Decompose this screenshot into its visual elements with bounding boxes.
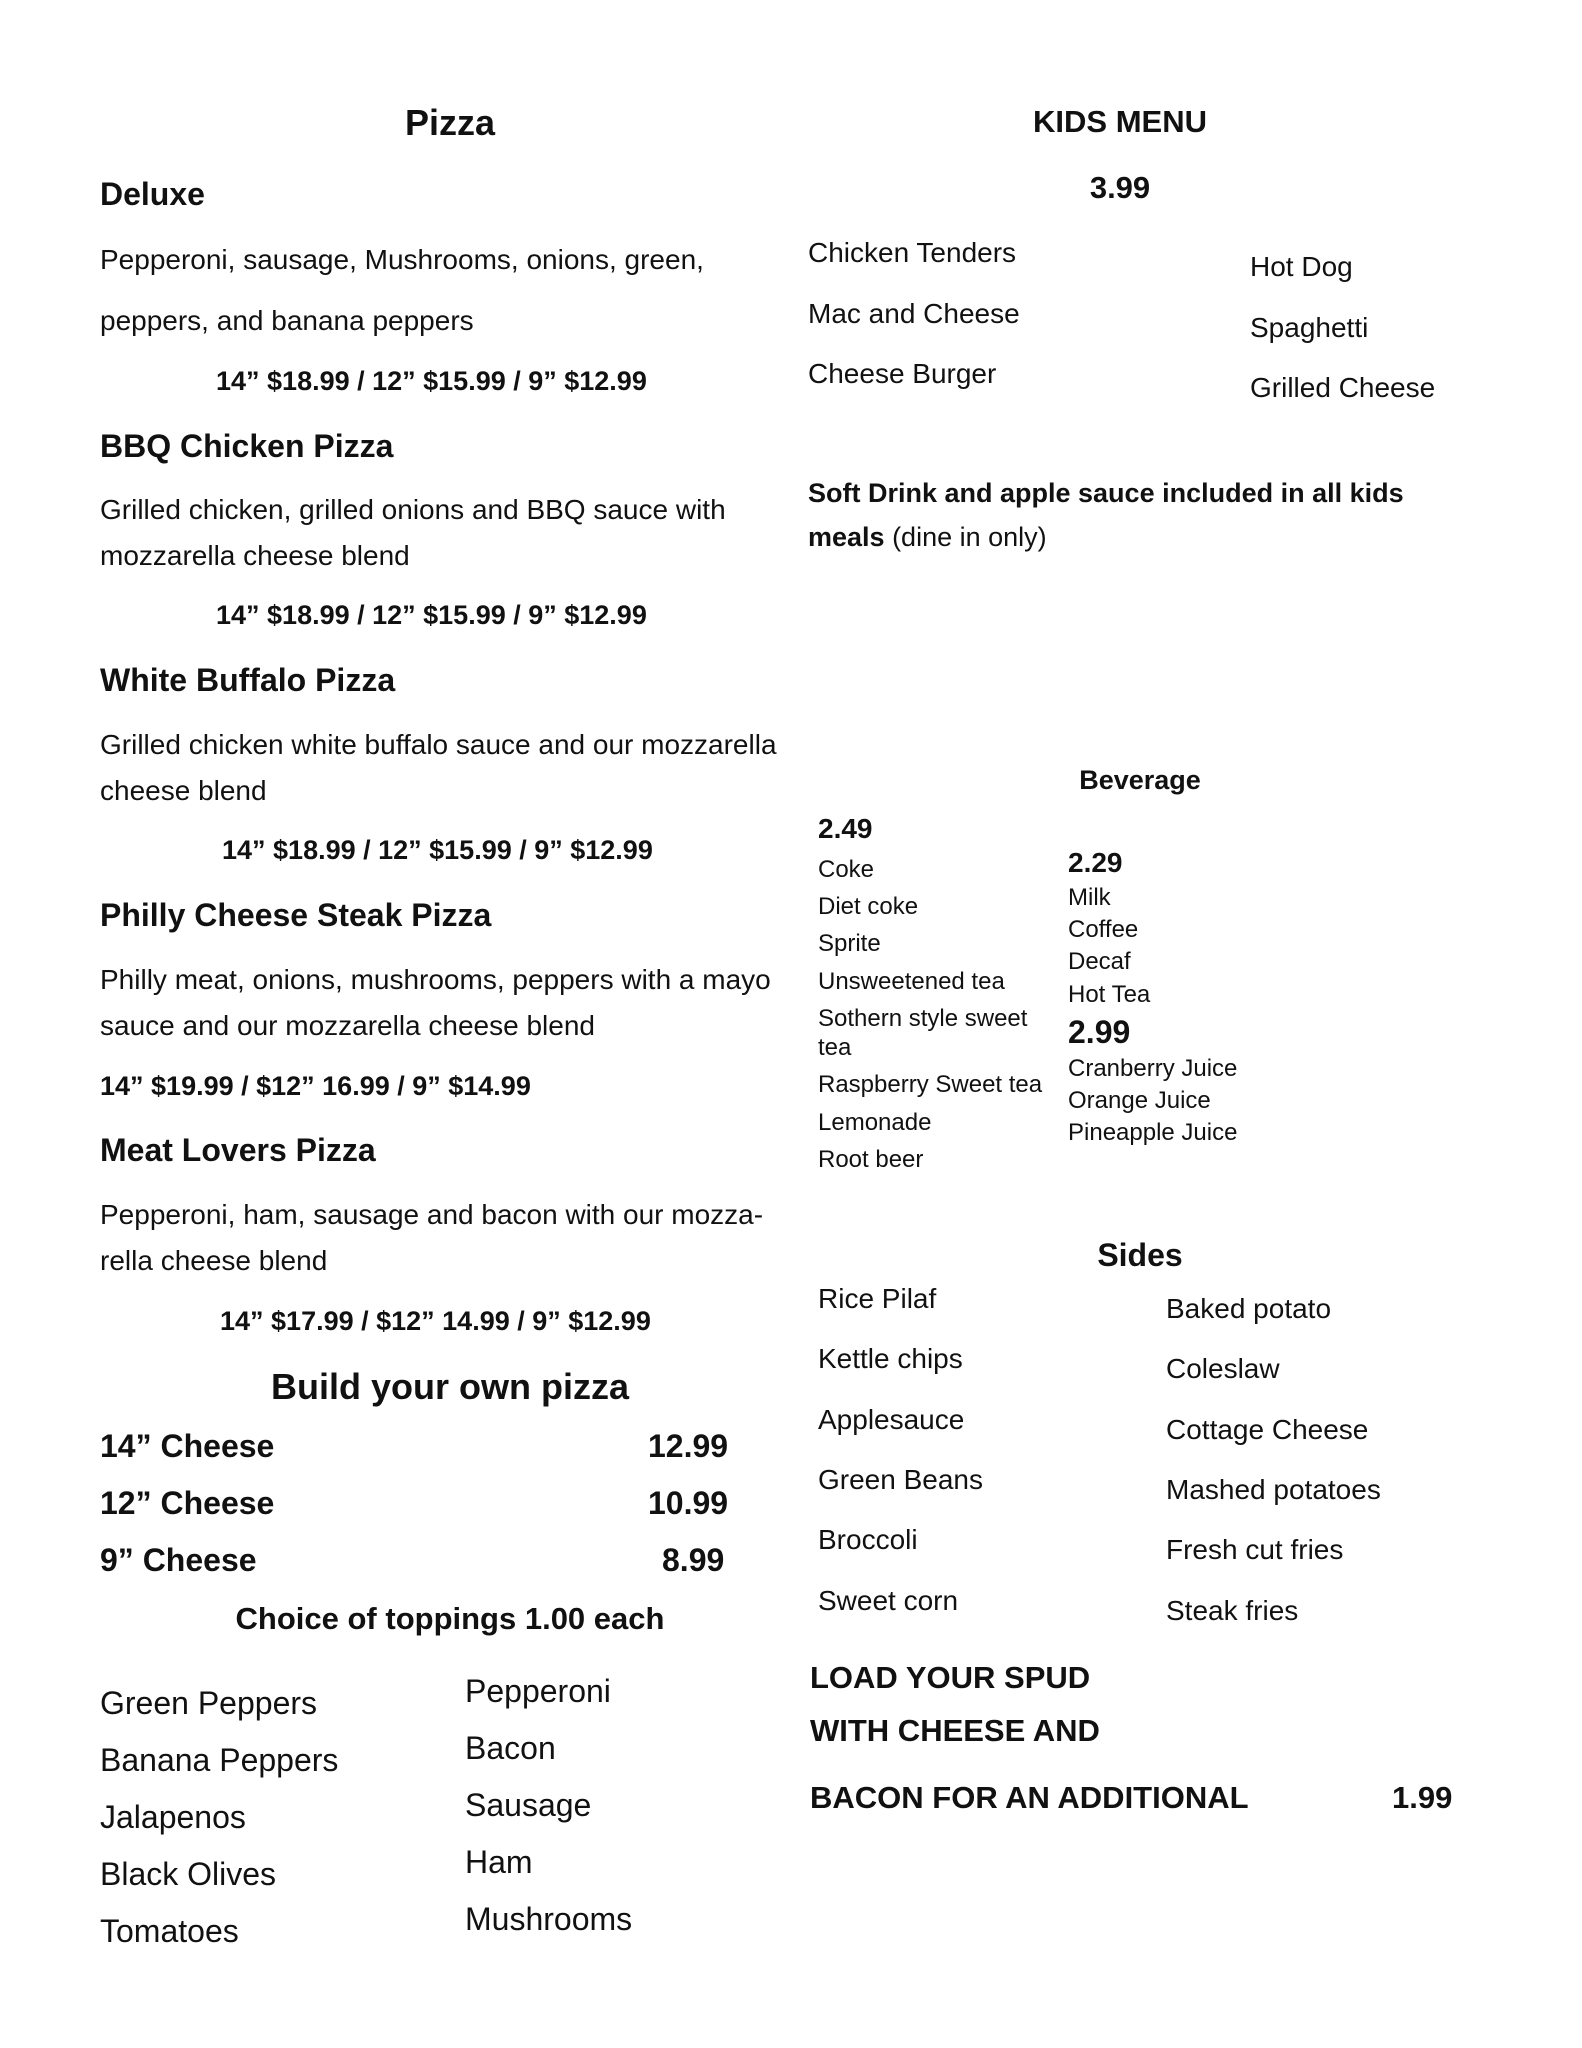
pizza-desc-white-buffalo-1: Grilled chicken white buffalo sauce and our mozzarella xyxy=(100,729,777,760)
beverage-price-249: 2.49 xyxy=(818,813,873,844)
topping-right-item: Pepperoni xyxy=(465,1673,611,1709)
beverage-item: Diet coke xyxy=(818,893,919,920)
build-size-14: 14” Cheese xyxy=(100,1428,275,1464)
kids-item: Hot Dog xyxy=(1250,251,1353,282)
toppings-title: Choice of toppings 1.00 each xyxy=(235,1601,665,1636)
pizza-price-bbq: 14” $18.99 / 12” $15.99 / 9” $12.99 xyxy=(216,600,647,630)
pizza-desc-philly-1: Philly meat, onions, mushrooms, peppers with a mayo xyxy=(100,964,771,995)
kids-note-line-1: Soft Drink and apple sauce included in all kids xyxy=(808,478,1404,508)
pizza-price-deluxe: 14” $18.99 / 12” $15.99 / 9” $12.99 xyxy=(216,366,647,396)
side-item: Rice Pilaf xyxy=(818,1283,937,1314)
spud-line-3: BACON FOR AN ADDITIONAL xyxy=(810,1780,1249,1815)
build-price-9: 8.99 xyxy=(662,1542,725,1578)
beverage-item: Sothern style sweet xyxy=(818,1005,1028,1032)
beverage-item: Cranberry Juice xyxy=(1068,1055,1238,1082)
topping-left-item: Black Olives xyxy=(100,1856,277,1892)
side-item: Applesauce xyxy=(818,1404,965,1435)
kids-title: KIDS MENU xyxy=(1033,104,1207,139)
build-size-9: 9” Cheese xyxy=(100,1542,257,1578)
kids-item: Chicken Tenders xyxy=(808,237,1017,268)
pizza-price-philly: 14” $19.99 / $12” 16.99 / 9” $14.99 xyxy=(100,1071,531,1101)
topping-left-item: Tomatoes xyxy=(100,1913,239,1949)
beverage-title: Beverage xyxy=(1079,765,1201,795)
kids-item: Spaghetti xyxy=(1250,312,1369,343)
kids-note-dine-in: (dine in only) xyxy=(884,522,1047,552)
pizza-desc-meat-lovers-2: rella cheese blend xyxy=(100,1245,328,1276)
topping-right-item: Bacon xyxy=(465,1730,556,1766)
pizza-desc-bbq-2: mozzarella cheese blend xyxy=(100,540,410,571)
side-item: Green Beans xyxy=(818,1464,983,1495)
beverage-price-299: 2.99 xyxy=(1068,1014,1131,1050)
kids-note-line-2 xyxy=(808,522,1047,553)
beverage-item: tea xyxy=(818,1034,852,1061)
pizza-desc-bbq-1: Grilled chicken, grilled onions and BBQ sauce with xyxy=(100,494,726,525)
topping-right-item: Sausage xyxy=(465,1787,592,1823)
side-item: Kettle chips xyxy=(818,1343,963,1374)
beverage-item: Sprite xyxy=(818,930,881,957)
topping-right-item: Ham xyxy=(465,1844,533,1880)
side-item: Coleslaw xyxy=(1166,1353,1280,1384)
build-size-12: 12” Cheese xyxy=(100,1485,275,1521)
beverage-item: Pineapple Juice xyxy=(1068,1119,1238,1146)
kids-note-bold: meals xyxy=(808,522,885,552)
beverage-item: Unsweetened tea xyxy=(818,968,1005,995)
pizza-price-meat-lovers: 14” $17.99 / $12” 14.99 / 9” $12.99 xyxy=(220,1306,651,1336)
side-item: Sweet corn xyxy=(818,1585,959,1616)
build-title: Build your own pizza xyxy=(271,1366,629,1407)
pizza-title: Pizza xyxy=(404,102,496,143)
pizza-desc-meat-lovers-1: Pepperoni, ham, sausage and bacon with our mozza- xyxy=(100,1199,764,1230)
kids-item: Cheese Burger xyxy=(808,358,997,389)
spud-line-2: WITH CHEESE AND xyxy=(810,1713,1100,1748)
pizza-name-deluxe: Deluxe xyxy=(100,176,205,212)
kids-item: Grilled Cheese xyxy=(1250,372,1436,403)
side-item: Steak fries xyxy=(1166,1595,1299,1626)
spud-line-1: LOAD YOUR SPUD xyxy=(810,1660,1091,1695)
pizza-name-white-buffalo: White Buffalo Pizza xyxy=(100,662,396,698)
side-item: Fresh cut fries xyxy=(1166,1534,1344,1565)
pizza-name-philly: Philly Cheese Steak Pizza xyxy=(100,897,492,933)
sides-title: Sides xyxy=(1097,1237,1183,1273)
spud-price: 1.99 xyxy=(1392,1780,1453,1815)
beverage-item: Raspberry Sweet tea xyxy=(818,1071,1043,1098)
beverage-item: Decaf xyxy=(1068,948,1131,975)
kids-price: 3.99 xyxy=(1089,170,1151,205)
side-item: Broccoli xyxy=(818,1524,918,1555)
beverage-item: Hot Tea xyxy=(1068,981,1151,1008)
pizza-name-meat-lovers: Meat Lovers Pizza xyxy=(100,1132,376,1168)
build-price-14: 12.99 xyxy=(648,1428,729,1464)
beverage-item: Lemonade xyxy=(818,1109,932,1136)
pizza-desc-deluxe-2: peppers, and banana peppers xyxy=(100,305,474,336)
build-price-12: 10.99 xyxy=(648,1485,729,1521)
beverage-item: Coke xyxy=(818,856,875,883)
topping-left-item: Banana Peppers xyxy=(100,1742,339,1778)
beverage-price-229: 2.29 xyxy=(1068,847,1123,878)
beverage-item: Coffee xyxy=(1068,916,1139,943)
pizza-name-bbq: BBQ Chicken Pizza xyxy=(100,428,394,464)
beverage-item: Orange Juice xyxy=(1068,1087,1211,1114)
topping-right-item: Mushrooms xyxy=(465,1901,633,1937)
beverage-item: Milk xyxy=(1068,884,1111,911)
topping-left-item: Green Peppers xyxy=(100,1685,318,1721)
beverage-item: Root beer xyxy=(818,1146,924,1173)
pizza-price-white-buffalo: 14” $18.99 / 12” $15.99 / 9” $12.99 xyxy=(222,835,653,865)
kids-item: Mac and Cheese xyxy=(808,298,1020,329)
pizza-desc-white-buffalo-2: cheese blend xyxy=(100,775,267,806)
topping-left-item: Jalapenos xyxy=(100,1799,246,1835)
side-item: Mashed potatoes xyxy=(1166,1474,1381,1505)
pizza-desc-deluxe-1: Pepperoni, sausage, Mushrooms, onions, green, xyxy=(100,244,704,275)
side-item: Baked potato xyxy=(1166,1293,1332,1324)
pizza-desc-philly-2: sauce and our mozzarella cheese blend xyxy=(100,1010,595,1041)
side-item: Cottage Cheese xyxy=(1166,1414,1369,1445)
